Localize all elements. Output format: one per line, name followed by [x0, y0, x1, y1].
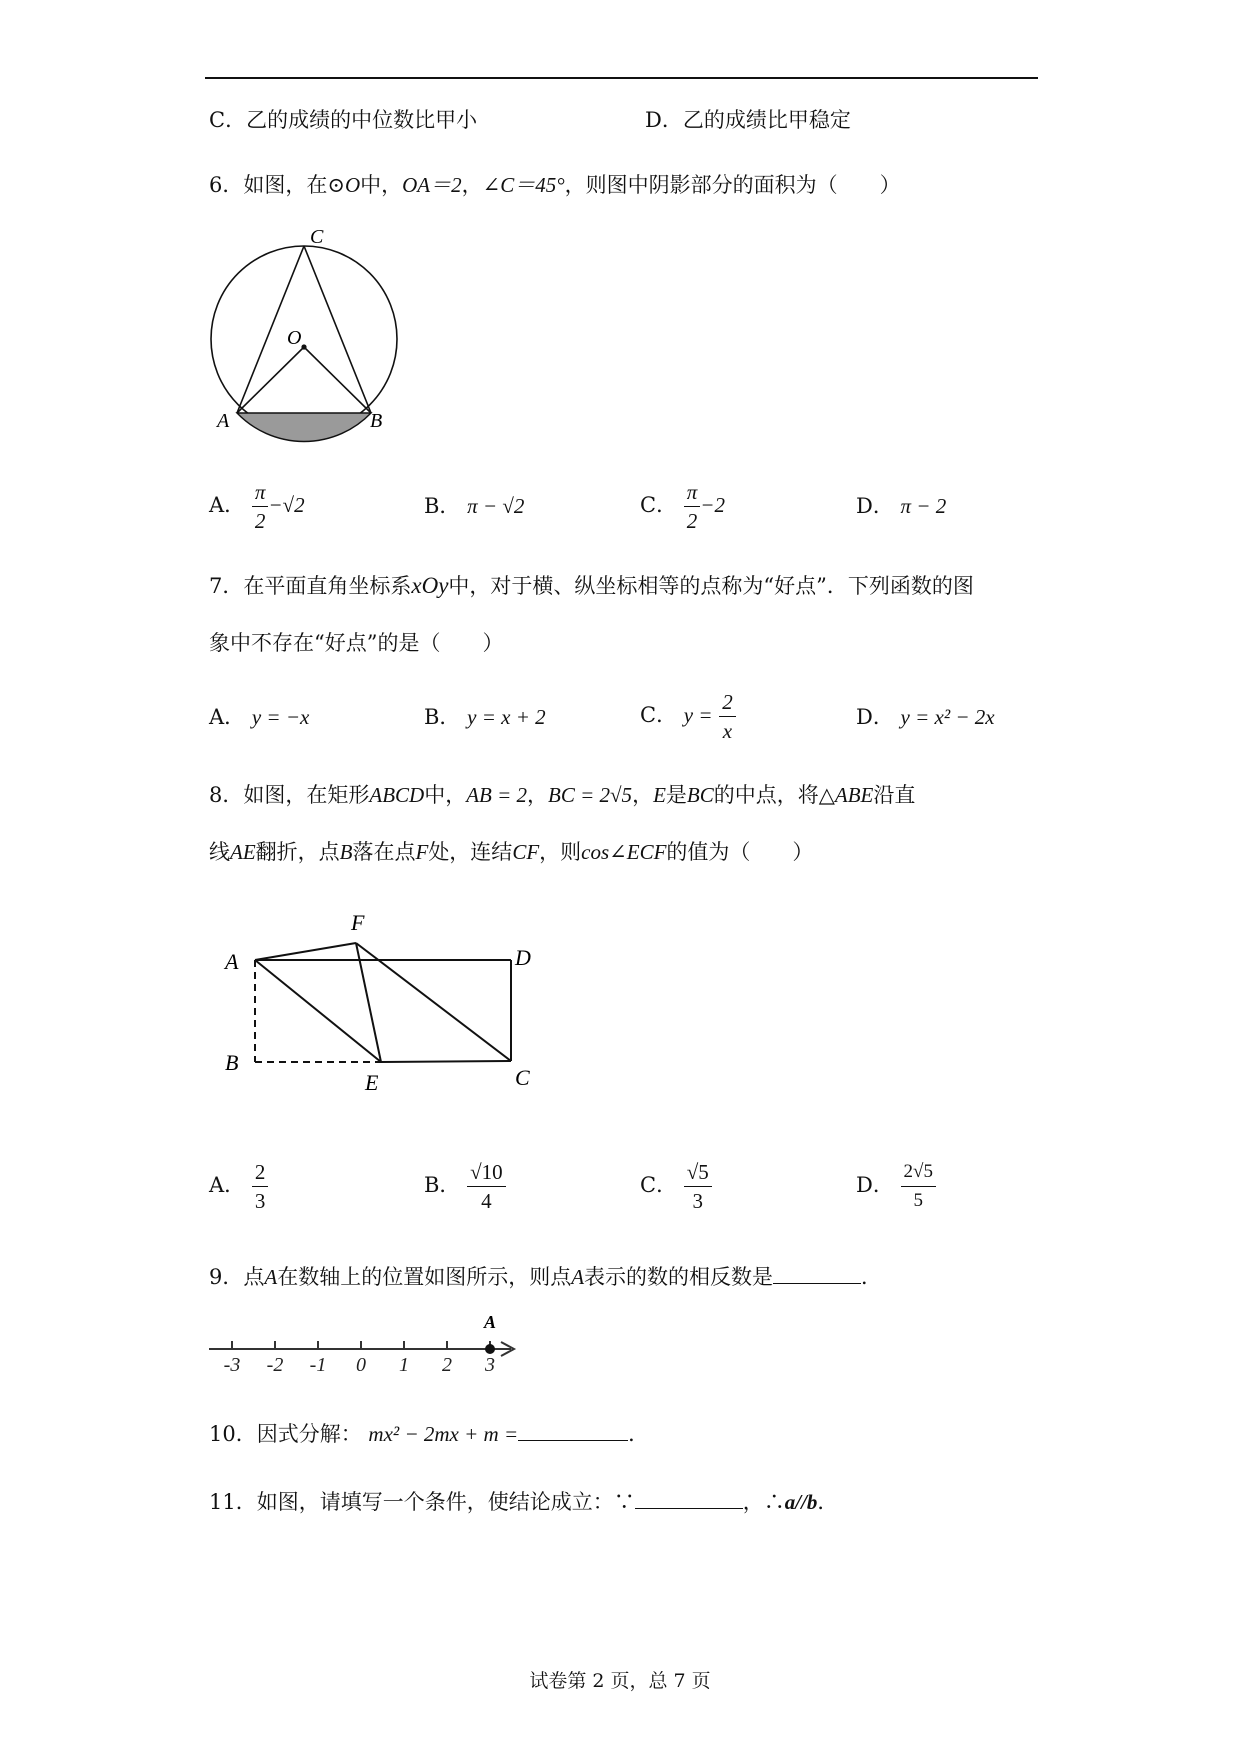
q7-option-c-label: C．: [640, 703, 678, 727]
q8-option-b-label: B．: [424, 1173, 461, 1197]
q7-line1-rest: 中，对于横、纵坐标相等的点称为“好点”．下列函数的图: [448, 574, 974, 598]
q10-expr: mx² − 2mx + m =: [368, 1422, 519, 1446]
q8-option-d: [856, 1158, 936, 1215]
q8-option-d-num: 2√5: [901, 1158, 936, 1187]
q8-line-ec: [381, 1061, 511, 1062]
q6-circle-o: ⊙O: [327, 173, 361, 197]
q6-line-ob: [304, 347, 371, 413]
q8-comma2: ，: [632, 783, 654, 807]
q6-shaded-segment: [237, 413, 371, 442]
q6-option-d-label: D．: [856, 494, 894, 518]
q8-e: E: [653, 783, 666, 807]
q7-option-d-expr: y = x² − 2x: [900, 705, 995, 729]
q8-ab: AB = 2: [466, 783, 528, 807]
q6-angle: ∠C＝45°: [482, 173, 565, 197]
q8-ae: AE: [230, 840, 256, 864]
q8-b: B: [339, 840, 353, 864]
q6-label-c: C: [310, 226, 324, 248]
q8-line2-prefix: 线: [209, 840, 230, 864]
q10-prefix: 10．因式分解：: [209, 1422, 362, 1446]
q6-option-a-fraction: [252, 478, 269, 535]
q7-option-b: [424, 703, 546, 731]
q8-option-a-fraction: [252, 1158, 269, 1215]
q9-tick-label: 0: [356, 1354, 366, 1372]
q9-tick-label: 1: [399, 1354, 409, 1372]
q8-option-b: [424, 1158, 506, 1215]
q9-prefix: 9．点: [209, 1265, 265, 1289]
q11-conclusion: a//b: [784, 1490, 818, 1514]
q6-option-c-rest: −2: [700, 493, 725, 517]
q6-option-a-num: π: [252, 478, 269, 507]
q9-number-line: [205, 1310, 525, 1372]
q6-label-b: B: [370, 410, 383, 432]
q6-label-a: A: [217, 410, 230, 432]
q7-option-c-lhs: y =: [683, 703, 713, 727]
q6-option-b-label: B．: [424, 494, 461, 518]
q9-tick-label: 2: [442, 1354, 452, 1372]
q8-bc: BC = 2√5: [548, 783, 633, 807]
q9-rest: 表示的数的相反数是: [584, 1265, 774, 1289]
q8-option-d-den: 5: [913, 1190, 923, 1211]
q8-option-b-den: 4: [481, 1189, 492, 1213]
q8-stem-line1: [209, 781, 915, 809]
q8-comma1: ，: [527, 783, 549, 807]
q6-option-b: [424, 492, 524, 520]
q6-circle-figure: [200, 225, 410, 450]
q9-tick-label: -3: [223, 1354, 241, 1372]
q8-abe: ABE: [834, 783, 874, 807]
q9-point-a: [485, 1344, 495, 1354]
q7-option-c-den: x: [722, 719, 733, 743]
q11-mid: ，∴: [742, 1490, 785, 1514]
q9-tick-label: 3: [485, 1354, 495, 1372]
q8-place: 处，连结: [428, 840, 513, 864]
q6-option-c-den: 2: [686, 509, 698, 533]
q11-stem: [209, 1486, 838, 1516]
q8-cos: cos∠ECF: [581, 840, 667, 864]
q6-stem-end: ，则图中阴影部分的面积为（ ）: [564, 173, 901, 197]
q6-comma: ，: [461, 173, 483, 197]
q8-is: 是: [665, 783, 687, 807]
q11-prefix: 11．如图，请填写一个条件，使结论成立：∵: [209, 1490, 635, 1514]
q6-option-d: [856, 492, 946, 520]
q8-mid2: 的中点，将△: [713, 783, 835, 807]
q8-option-a: [209, 1158, 268, 1215]
q9-stem: [209, 1261, 882, 1291]
q8-bc2: BC: [686, 783, 714, 807]
q8-option-a-den: 3: [254, 1189, 266, 1213]
q6-label-o: O: [287, 327, 302, 349]
q6-option-a-rest: −√2: [268, 493, 305, 517]
q7-option-b-label: B．: [424, 705, 461, 729]
q8-prefix: 8．如图，在矩形: [209, 783, 370, 807]
q8-label-c: C: [515, 1065, 530, 1090]
q7-stem-line2: 象中不存在“好点”的是（ ）: [209, 631, 504, 655]
q9-end: ．: [861, 1265, 883, 1289]
q7-option-a-expr: y = −x: [251, 705, 310, 729]
q6-center-point: [301, 344, 306, 349]
q8-cf: CF: [512, 840, 540, 864]
q7-option-c-fraction: [719, 688, 736, 745]
q10-end: ．: [628, 1422, 650, 1446]
q8-option-c: [640, 1158, 712, 1215]
q8-line-af: [255, 943, 356, 960]
page-footer: 试卷第 2 页，总 7 页: [529, 1670, 711, 1692]
q7-option-d: [856, 703, 995, 731]
q9-answer-blank[interactable]: [773, 1261, 861, 1284]
q8-option-d-label: D．: [856, 1173, 894, 1197]
q6-oa: OA＝2: [402, 173, 462, 197]
q5-option-d: D．乙的成绩比甲稳定: [645, 108, 851, 132]
q9-mid: 在数轴上的位置如图所示，则点: [277, 1265, 572, 1289]
q8-option-a-num: 2: [252, 1158, 269, 1187]
q8-option-d-fraction: [901, 1158, 936, 1215]
q8-option-c-fraction: [684, 1158, 712, 1215]
q8-abcd: ABCD: [369, 783, 425, 807]
q8-option-b-num: √10: [467, 1158, 506, 1187]
q6-stem: [209, 171, 901, 199]
q6-option-b-expr: π − √2: [467, 494, 525, 518]
q9-a1: A: [264, 1265, 278, 1289]
q10-stem: [209, 1418, 649, 1448]
q6-option-c-num: π: [684, 478, 701, 507]
q9-tick-label: -2: [266, 1354, 284, 1372]
q8-falls: 落在点: [352, 840, 416, 864]
q6-option-d-expr: π − 2: [900, 494, 947, 518]
q7-option-d-label: D．: [856, 705, 894, 729]
q8-label-f: F: [351, 910, 365, 935]
q8-stem-line2: [209, 838, 813, 866]
q7-xoy: xOy: [411, 573, 449, 598]
q7-option-a: [209, 703, 309, 731]
q6-option-c-label: C．: [640, 493, 678, 517]
q7-option-c-num: 2: [719, 688, 736, 717]
q7-prefix: 7．在平面直角坐标系: [209, 574, 412, 598]
q8-mid1: 中，: [424, 783, 467, 807]
q8-option-c-label: C．: [640, 1173, 678, 1197]
header-rule: [205, 77, 1038, 79]
q8-option-b-fraction: [467, 1158, 506, 1215]
q6-line-bc: [304, 246, 371, 413]
q7-stem-line1: [209, 572, 974, 600]
q7-option-a-label: A．: [209, 705, 246, 729]
q6-option-a: [209, 478, 305, 535]
q11-answer-blank[interactable]: [635, 1486, 743, 1509]
q9-point-a-label: A: [484, 1312, 497, 1332]
q6-line-oa: [237, 347, 304, 413]
q8-fold: 翻折，点: [255, 840, 340, 864]
q8-label-b: B: [225, 1050, 239, 1075]
q7-option-b-expr: y = x + 2: [467, 705, 546, 729]
q7-option-c: [640, 688, 736, 745]
q8-f: F: [415, 840, 429, 864]
q6-option-a-den: 2: [254, 509, 266, 533]
q6-stem-mid: 中，: [360, 173, 403, 197]
q11-end: ．: [817, 1490, 839, 1514]
q8-label-e: E: [365, 1070, 379, 1095]
q8-option-c-den: 3: [692, 1189, 704, 1213]
q8-rectangle-figure: [215, 905, 545, 1105]
q6-stem-prefix: 6．如图，在: [209, 173, 328, 197]
q6-option-c: [640, 478, 725, 535]
q8-end: 的值为（ ）: [666, 840, 814, 864]
q8-along: 沿直: [873, 783, 916, 807]
q6-circle: [211, 246, 397, 432]
q6-option-a-label: A．: [209, 493, 246, 517]
q10-answer-blank[interactable]: [518, 1418, 628, 1441]
q5-option-c: C．乙的成绩的中位数比甲小: [209, 108, 478, 132]
q9-a2: A: [571, 1265, 585, 1289]
q8-option-a-label: A．: [209, 1173, 246, 1197]
q9-tick-label: -1: [309, 1354, 327, 1372]
q8-option-c-num: √5: [684, 1158, 712, 1187]
q6-option-c-fraction: [684, 478, 701, 535]
q8-then: ，则: [539, 840, 582, 864]
q8-label-d: D: [515, 945, 531, 970]
q8-label-a: A: [225, 949, 239, 974]
